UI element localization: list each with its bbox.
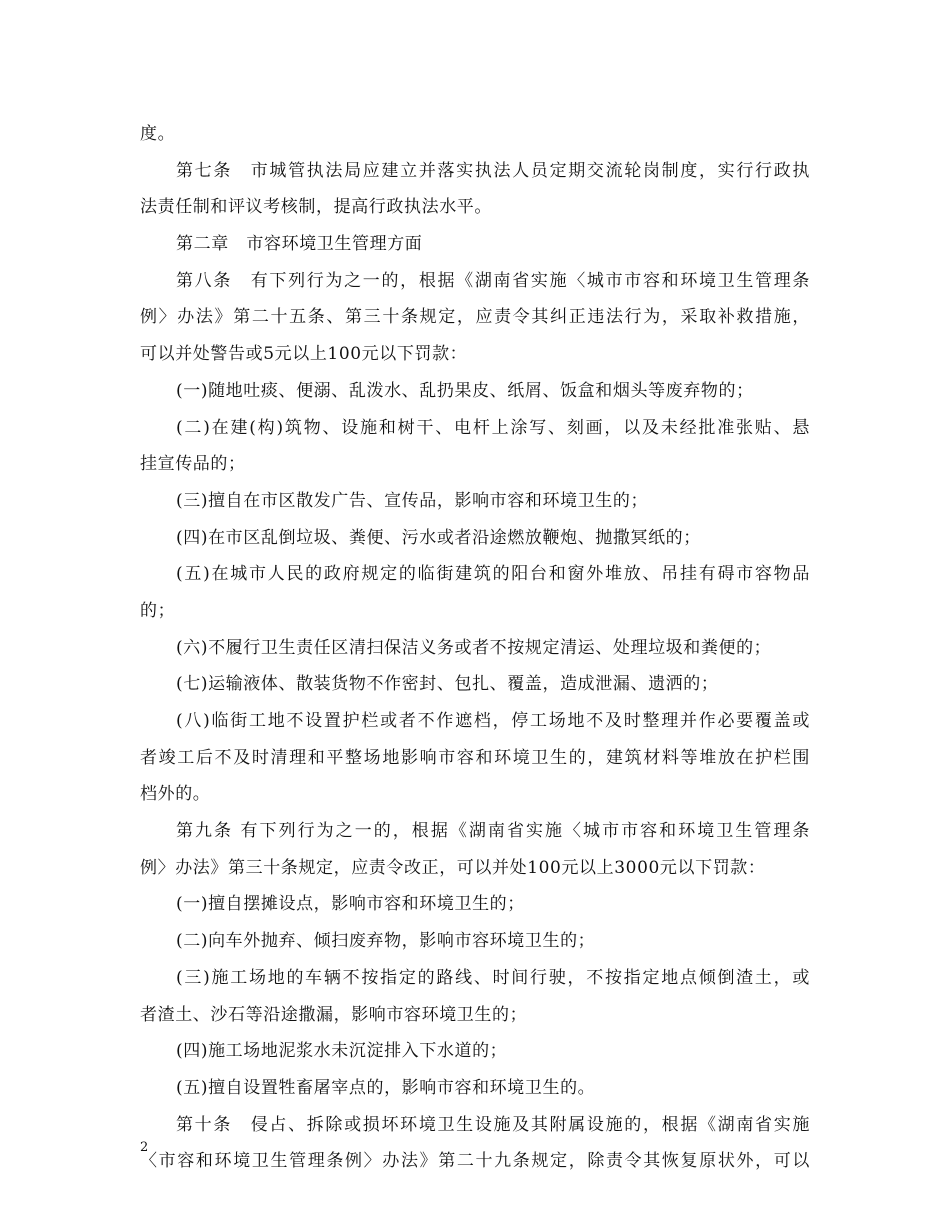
text-line: (二)在建(构)筑物、设施和树干、电杆上涂写、刻画，以及未经批准张贴、悬 (176, 417, 810, 438)
text-line: 档外的。 (140, 784, 211, 805)
text-line: (一)擅自摆摊设点，影响市容和环境卫生的； (176, 894, 525, 915)
text-line: 〈市容和环境卫生管理条例〉办法》第二十九条规定，除责令其恢复原状外，可以 (140, 1151, 810, 1172)
text-line: (二)向车外抛弃、倾扫废弃物，影响市容环境卫生的； (176, 931, 596, 952)
text-line: 者渣土、沙石等沿途撒漏，影响市容环境卫生的； (140, 1004, 528, 1025)
text-line: (八)临街工地不设置护栏或者不作遮档，停工场地不及时整理并作必要覆盖或 (176, 711, 810, 731)
text-line: 者竣工后不及时清理和平整场地影响市容和环境卫生的，建筑材料等堆放在护栏围 (140, 747, 810, 768)
text-line: (六)不履行卫生责任区清扫保洁义务或者不按规定清运、处理垃圾和粪便的； (176, 637, 772, 658)
text-line: 第七条 市城管执法局应建立并落实执法人员定期交流轮岗制度，实行行政执 (176, 160, 810, 181)
text-line: (一)随地吐痰、便溺、乱泼水、乱扔果皮、纸屑、饭盒和烟头等废弃物的； (176, 380, 754, 401)
text-line: (三)擅自在市区散发广告、宣传品，影响市容和环境卫生的； (176, 490, 649, 511)
text-line: 例〉办法》第三十条规定，应责令改正，可以并处100元以上3000元以下罚款： (140, 857, 766, 878)
text-line: (五)擅自设置牲畜屠宰点的，影响市容和环境卫生的。 (176, 1077, 596, 1098)
text-line: (四)在市区乱倒垃圾、粪便、污水或者沿途燃放鞭炮、抛撒冥纸的； (176, 527, 701, 548)
text-line: 法责任制和评议考核制，提高行政执法水平。 (140, 197, 492, 218)
text-line: 可以并处警告或5元以上100元以下罚款： (140, 344, 468, 365)
document-body (140, 116, 810, 1180)
text-line: 度。 (140, 124, 176, 144)
text-line: (五)在城市人民的政府规定的临街建筑的阳台和窗外堆放、吊挂有碍市容物品 (176, 564, 810, 585)
text-line: 挂宣传品的； (140, 454, 246, 475)
text-line: (七)运输液体、散装货物不作密封、包扎、覆盖，造成泄漏、遗洒的； (176, 674, 719, 695)
text-line: 的； (140, 600, 176, 621)
text-line: 第八条 有下列行为之一的，根据《湖南省实施〈城市市容和环境卫生管理条 (176, 270, 810, 291)
text-line: 第九条 有下列行为之一的，根据《湖南省实施〈城市市容和环境卫生管理条 (176, 821, 810, 842)
text-line: (三)施工场地的车辆不按指定的路线、时间行驶，不按指定地点倾倒渣土，或 (176, 967, 810, 988)
text-line: 第十条 侵占、拆除或损坏环境卫生设施及其附属设施的，根据《湖南省实施 (176, 1114, 810, 1135)
text-line: 第二章 市容环境卫生管理方面 (176, 234, 423, 255)
page-number: 2 (140, 1140, 149, 1155)
text-line: 例〉办法》第二十五条、第三十条规定，应责令其纠正违法行为，采取补救措施， (140, 307, 810, 328)
text-line: (四)施工场地泥浆水未沉淀排入下水道的； (176, 1041, 508, 1062)
